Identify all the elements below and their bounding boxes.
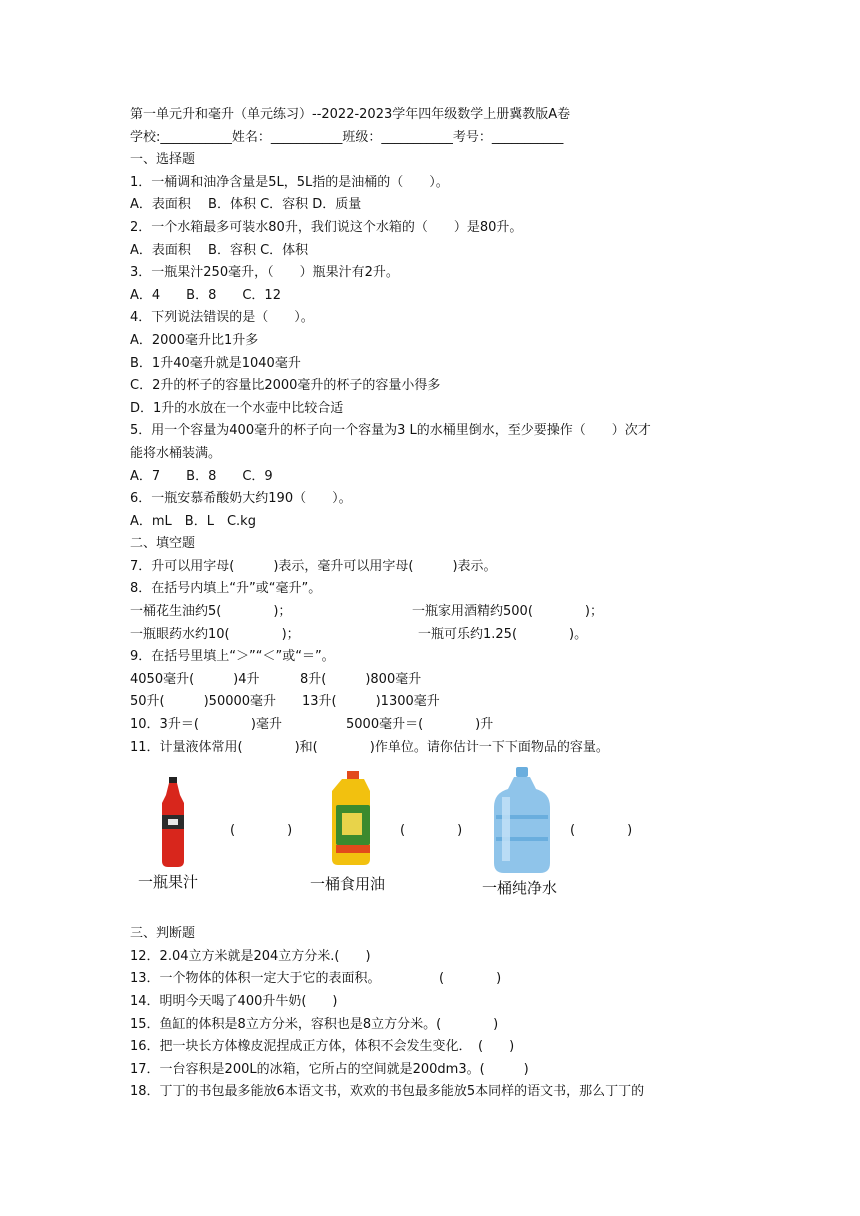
question-12: 12．2.04立方米就是204立方分米.( ) (130, 948, 371, 964)
question-8-item-c: 一瓶眼药水约10( )； (130, 626, 300, 642)
question-5-stem-line2: 能将水桶装满。 (130, 445, 222, 461)
section-heading-choice: 一、选择题 (130, 152, 196, 168)
question-8-item-b: 一瓶家用酒精约500( )； (412, 604, 603, 620)
question-9-row-2 (130, 691, 750, 714)
question-9-item-c: 50升( )50000毫升 (130, 694, 277, 710)
student-info-line: 学校:___________姓名：___________班级：___________考号：___________ (130, 129, 564, 145)
juice-bottle-image (158, 777, 188, 867)
question-9-item-d: 13升( )1300毫升 (302, 694, 440, 710)
question-8-item-d: 一瓶可乐约1.25( )。 (418, 626, 588, 642)
question-11-figures (130, 763, 750, 923)
oil-barrel-image (330, 771, 376, 865)
question-7: 7．升可以用字母( )表示，毫升可以用字母( )表示。 (130, 558, 497, 574)
section-heading-fill: 二、填空题 (130, 536, 196, 552)
question-9-item-b: 8升( )800毫升 (300, 671, 422, 687)
page-title: 第一单元升和毫升（单元练习）--2022-2023学年四年级数学上册冀教版A卷 (130, 107, 571, 122)
question-8-row-2 (130, 624, 750, 647)
question-1-stem: 1．一桶调和油净含量是5L，5L指的是油桶的（ ）。 (130, 174, 449, 190)
question-9-row-1 (130, 669, 750, 692)
question-4-stem: 4．下列说法错误的是（ ）。 (130, 310, 314, 326)
question-8-stem: 8．在括号内填上“升”或“毫升”。 (130, 581, 322, 597)
question-4-option-b: B．1升40毫升就是1040毫升 (130, 355, 301, 371)
question-5-options: A．7 B．8 C．9 (130, 468, 273, 484)
water-answer-blank: ( ) (570, 823, 633, 839)
question-6-stem: 6．一瓶安慕希酸奶大约190（ ）。 (130, 491, 352, 507)
question-16: 16．把一块长方体橡皮泥捏成正方体，体积不会发生变化． ( ) (130, 1039, 515, 1055)
juice-answer-blank: ( ) (230, 823, 293, 839)
worksheet (130, 104, 750, 1104)
question-10-item-a: 10．3升＝( )毫升 (130, 717, 282, 733)
question-13: 13．一个物体的体积一定大于它的表面积。 ( ) (130, 971, 502, 987)
question-11: 11．计量液体常用( )和( )作单位。请你估计一下下面物品的容量。 (130, 739, 609, 755)
question-10-item-b: 5000毫升＝( )升 (346, 717, 494, 733)
question-4-option-d: D．1升的水放在一个水壶中比较合适 (130, 400, 344, 416)
oil-answer-blank: ( ) (400, 823, 463, 839)
section-heading-judge: 三、判断题 (130, 926, 196, 942)
question-14: 14．明明今天喝了400升牛奶( ) (130, 994, 338, 1009)
question-9-item-a: 4050毫升( )4升 (130, 671, 260, 687)
water-jug-image (490, 767, 554, 875)
juice-caption: 一瓶果汁 (138, 873, 199, 892)
question-3-stem: 3．一瓶果汁250毫升，（ ）瓶果汁有2升。 (130, 265, 399, 281)
question-2-options: A．表面积 B．容积 C．体积 (130, 242, 309, 258)
question-3-options: A．4 B．8 C．12 (130, 287, 281, 303)
question-1-options: A．表面积 B．体积 C．容积 D．质量 (130, 197, 362, 213)
question-8-item-a: 一桶花生油约5( )； (130, 604, 292, 620)
question-9-stem: 9．在括号里填上“＞”“＜”或“＝”。 (130, 649, 335, 665)
question-8-row-1 (130, 601, 750, 624)
question-5-stem-line1: 5．用一个容量为400毫升的杯子向一个容量为3 L的水桶里倒水，至少要操作（ ）次才 (130, 423, 651, 439)
question-17: 17．一台容积是200L的冰箱，它所占的空间就是200dm3。( ) (130, 1061, 529, 1077)
question-15: 15．鱼缸的体积是8立方分米，容积也是8立方分米。( ) (130, 1016, 499, 1032)
question-18: 18．丁丁的书包最多能放6本语文书，欢欢的书包最多能放5本同样的语文书，那么丁丁的 (130, 1084, 645, 1100)
question-2-stem: 2．一个水箱最多可装水80升，我们说这个水箱的（ ）是80升。 (130, 219, 523, 235)
oil-caption: 一桶食用油 (310, 875, 386, 894)
question-4-option-a: A．2000毫升比1升多 (130, 332, 259, 348)
question-10-row (130, 714, 750, 737)
question-4-option-c: C．2升的杯子的容量比2000毫升的杯子的容量小得多 (130, 378, 441, 394)
question-6-options: A．mL B．L C.kg (130, 513, 256, 529)
water-caption: 一桶纯净水 (482, 879, 558, 898)
